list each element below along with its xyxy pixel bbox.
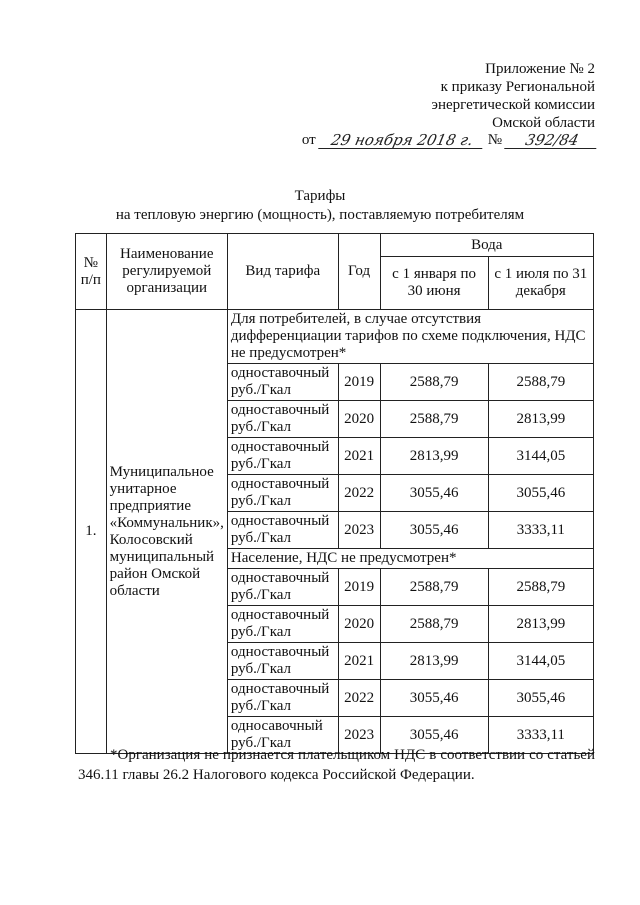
title-line-1: Тарифы	[294, 188, 346, 204]
tariff-type: одноставочный руб./Гкал	[227, 569, 338, 606]
tariff-type: одноставочный руб./Гкал	[227, 680, 338, 717]
tariff-value-h1: 2813,99	[380, 643, 488, 680]
tariffs-table	[75, 233, 594, 754]
tariff-value-h2: 2813,99	[488, 401, 593, 438]
tariff-value-h2: 3144,05	[488, 643, 593, 680]
tariff-year: 2019	[338, 569, 380, 606]
order-from-label: от	[301, 132, 316, 148]
header-type: Вид тарифа	[227, 234, 338, 310]
group-label: Для потребителей, в случае отсутствия дифференциации тарифов по схеме подключения, НДС не предусмотрен*	[227, 310, 593, 364]
tariff-value-h1: 2588,79	[380, 401, 488, 438]
appendix-line: Приложение № 2	[485, 61, 595, 77]
title-line-2: на тепловую энергию (мощность), поставляемую потребителям	[115, 207, 525, 223]
tariff-type: одноставочный руб./Гкал	[227, 475, 338, 512]
tariff-type: одноставочный руб./Гкал	[227, 364, 338, 401]
tariff-type: одноставочный руб./Гкал	[227, 438, 338, 475]
tariff-value-h1: 2813,99	[380, 438, 488, 475]
tariff-value-h1: 3055,46	[380, 512, 488, 549]
tariff-type: одноставочный руб./Гкал	[227, 606, 338, 643]
tariff-value-h2: 2588,79	[488, 364, 593, 401]
tariff-year: 2021	[338, 438, 380, 475]
tariff-value-h1: 3055,46	[380, 680, 488, 717]
order-date-number	[302, 132, 598, 149]
tariff-type: одноставочный руб./Гкал	[227, 512, 338, 549]
order-number-handwritten: 392/84	[504, 132, 600, 149]
tariff-value-h1: 2588,79	[380, 569, 488, 606]
tariff-year: 2023	[338, 717, 380, 754]
organization-name: Муниципальное унитарное предприятие «Коммунальник», Колосовский муниципальный район Омской области	[106, 310, 227, 754]
header-water: Вода	[380, 234, 594, 257]
tariff-value-h2: 3055,46	[488, 680, 593, 717]
tariff-type: одноставочный руб./Гкал	[227, 643, 338, 680]
tariff-type: одноставочный руб./Гкал	[227, 401, 338, 438]
tariff-value-h2: 3055,46	[488, 475, 593, 512]
tariff-value-h1: 3055,46	[380, 717, 488, 754]
tariff-value-h2: 3333,11	[488, 512, 593, 549]
tariff-value-h1: 2588,79	[380, 606, 488, 643]
header-period-2: с 1 июля по 31 декабря	[488, 257, 593, 310]
tariff-year: 2020	[338, 401, 380, 438]
document-title	[0, 187, 640, 225]
tariff-value-h1: 2588,79	[380, 364, 488, 401]
tariff-year: 2022	[338, 680, 380, 717]
tariff-value-h2: 2813,99	[488, 606, 593, 643]
order-number-label: №	[487, 132, 502, 148]
appendix-line: энергетической комиссии	[431, 97, 595, 113]
tariff-type: односавочный руб./Гкал	[227, 717, 338, 754]
order-date-handwritten: 29 ноября 2018 г.	[318, 132, 486, 149]
appendix-header	[432, 60, 595, 132]
tariff-year: 2023	[338, 512, 380, 549]
header-num: № п/п	[76, 234, 107, 310]
header-period-1: с 1 января по 30 июня	[380, 257, 488, 310]
tariff-value-h2: 3333,11	[488, 717, 593, 754]
group-label: Население, НДС не предусмотрен*	[227, 549, 593, 569]
header-year: Год	[338, 234, 380, 310]
appendix-line: к приказу Региональной	[440, 79, 595, 95]
tariff-year: 2021	[338, 643, 380, 680]
header-org: Наименование регулируемой организации	[106, 234, 227, 310]
tariff-value-h1: 3055,46	[380, 475, 488, 512]
tariff-year: 2019	[338, 364, 380, 401]
tariff-year: 2022	[338, 475, 380, 512]
row-number: 1.	[76, 310, 107, 754]
appendix-line: Омской области	[492, 115, 595, 131]
footnote: *Организация не признается плательщиком НДС в соответствии со статьей 346.11 главы 26.2 Налогового кодекса Российской Федерации.	[78, 747, 595, 783]
tariff-value-h2: 3144,05	[488, 438, 593, 475]
tariff-value-h2: 2588,79	[488, 569, 593, 606]
tariff-year: 2020	[338, 606, 380, 643]
